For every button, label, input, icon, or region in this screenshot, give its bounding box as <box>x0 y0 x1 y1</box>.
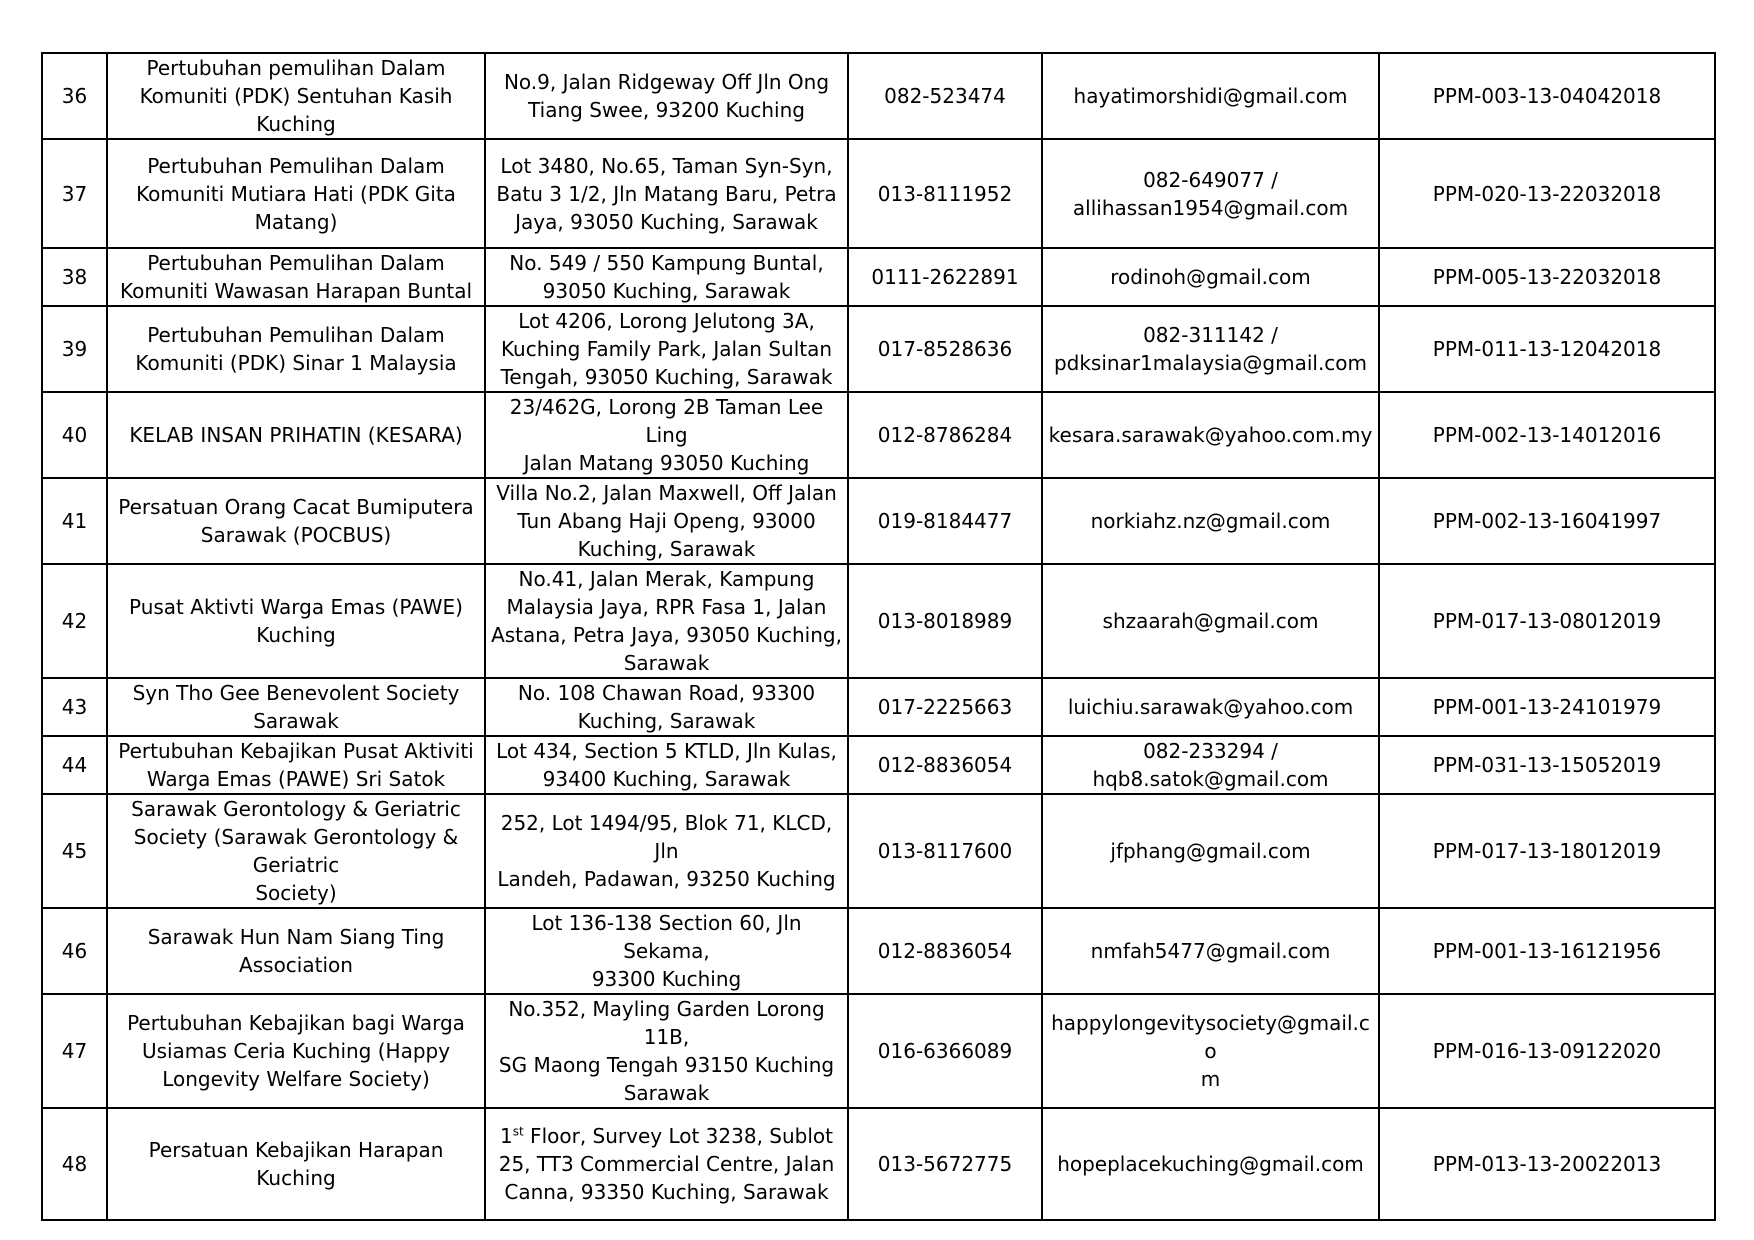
registration-number-cell: PPM-013-13-20022013 <box>1379 1108 1715 1220</box>
organization-name-line: Kuching <box>256 623 336 647</box>
email-cell <box>1042 908 1379 994</box>
organization-name-cell <box>107 994 485 1108</box>
address-line: SG Maong Tengah 93150 Kuching <box>498 1053 835 1077</box>
row-number-cell: 37 <box>42 139 107 248</box>
table-row <box>42 564 1715 678</box>
phone-cell: 082-523474 <box>848 53 1042 139</box>
address-line: 93050 Kuching, Sarawak <box>542 279 791 303</box>
phone-cell: 013-8117600 <box>848 794 1042 908</box>
address-line: Kuching, Sarawak <box>577 709 756 733</box>
address-line: 25, TT3 Commercial Centre, Jalan <box>498 1152 835 1176</box>
address-line: Kuching Family Park, Jalan Sultan <box>500 337 833 361</box>
registration-number-cell: PPM-020-13-22032018 <box>1379 139 1715 248</box>
organization-name-cell <box>107 478 485 564</box>
email-cell <box>1042 794 1379 908</box>
email-line: rodinoh@gmail.com <box>1110 265 1311 289</box>
address-line: Batu 3 1/2, Jln Matang Baru, Petra <box>496 181 837 206</box>
organization-name-line: Society (Sarawak Gerontology & <box>133 825 459 849</box>
table-row <box>42 678 1715 736</box>
row-number-cell: 46 <box>42 908 107 994</box>
address-line: Canna, 93350 Kuching, Sarawak <box>504 1180 829 1204</box>
organization-name-cell <box>107 564 485 678</box>
phone-cell: 013-8111952 <box>848 139 1042 248</box>
address-cell <box>485 1108 848 1220</box>
table-row <box>42 139 1715 248</box>
registration-number-cell: PPM-001-13-24101979 <box>1379 678 1715 736</box>
organization-name-line: Syn Tho Gee Benevolent Society <box>132 681 460 705</box>
address-line: Tengah, 93050 Kuching, Sarawak <box>500 365 833 389</box>
email-line: nmfah5477@gmail.com <box>1090 939 1331 963</box>
email-cell <box>1042 1108 1379 1220</box>
phone-cell: 017-8528636 <box>848 306 1042 392</box>
address-cell <box>485 564 848 678</box>
address-line: Lot 3480, No.65, Taman Syn-Syn, <box>500 153 833 178</box>
organization-name-line: Longevity Welfare Society) <box>162 1067 430 1091</box>
address-cell <box>485 478 848 564</box>
organization-name-cell <box>107 306 485 392</box>
registration-number-cell: PPM-011-13-12042018 <box>1379 306 1715 392</box>
organization-name-cell <box>107 248 485 306</box>
phone-cell: 012-8836054 <box>848 736 1042 794</box>
organization-name-line: Komuniti (PDK) Sentuhan Kasih <box>139 84 453 108</box>
address-line: Tiang Swee, 93200 Kuching <box>528 98 805 122</box>
email-cell <box>1042 564 1379 678</box>
organization-name-line: Komuniti (PDK) Sinar 1 Malaysia <box>135 351 457 375</box>
address-cell <box>485 678 848 736</box>
address-line: Landeh, Padawan, 93250 Kuching <box>497 867 836 891</box>
organization-name-line: Komuniti Wawasan Harapan Buntal <box>119 279 473 303</box>
address-line: No.352, Mayling Garden Lorong 11B, <box>508 997 825 1049</box>
address-line: Lot 434, Section 5 KTLD, Jln Kulas, <box>496 739 837 763</box>
address-line: 252, Lot 1494/95, Blok 71, KLCD, Jln <box>500 811 833 863</box>
email-line: pdksinar1malaysia@gmail.com <box>1053 351 1368 375</box>
phone-cell: 012-8836054 <box>848 908 1042 994</box>
row-number-cell: 41 <box>42 478 107 564</box>
registration-number-cell: PPM-017-13-18012019 <box>1379 794 1715 908</box>
organization-name-cell <box>107 908 485 994</box>
phone-cell: 019-8184477 <box>848 478 1042 564</box>
organization-name-line: Pertubuhan pemulihan Dalam <box>146 56 446 80</box>
organization-name-cell <box>107 1108 485 1220</box>
organization-name-line: Persatuan Orang Cacat Bumiputera <box>118 495 474 519</box>
organization-name-line: Geriatric <box>252 853 340 877</box>
organization-name-cell <box>107 139 485 248</box>
phone-cell: 0111-2622891 <box>848 248 1042 306</box>
address-line: Villa No.2, Jalan Maxwell, Off Jalan <box>496 481 837 505</box>
email-line: hqb8.satok@gmail.com <box>1092 767 1329 791</box>
row-number-cell: 43 <box>42 678 107 736</box>
address-cell <box>485 53 848 139</box>
row-number-cell: 39 <box>42 306 107 392</box>
organization-name-cell <box>107 392 485 478</box>
table-row <box>42 392 1715 478</box>
row-number-cell: 45 <box>42 794 107 908</box>
organization-name-line: Association <box>239 953 353 977</box>
row-number-cell: 36 <box>42 53 107 139</box>
registration-number-cell: PPM-002-13-14012016 <box>1379 392 1715 478</box>
address-cell <box>485 908 848 994</box>
email-line: 082-233294 / <box>1143 739 1278 763</box>
address-line <box>490 1122 843 1150</box>
organization-name-line: Kuching <box>256 112 336 136</box>
address-cell <box>485 794 848 908</box>
row-number-cell: 42 <box>42 564 107 678</box>
row-number-cell: 44 <box>42 736 107 794</box>
organization-name-cell <box>107 794 485 908</box>
email-line: jfphang@gmail.com <box>1110 839 1311 863</box>
table-row <box>42 53 1715 139</box>
row-number-cell: 47 <box>42 994 107 1108</box>
address-line: Sarawak <box>623 1081 710 1105</box>
address-line: Kuching, Sarawak <box>577 537 756 561</box>
email-cell <box>1042 53 1379 139</box>
address-line: 23/462G, Lorong 2B Taman Lee Ling <box>509 395 824 447</box>
organization-registry-table <box>41 52 1716 1221</box>
email-cell <box>1042 994 1379 1108</box>
email-line: hayatimorshidi@gmail.com <box>1073 84 1348 108</box>
address-line: Tun Abang Haji Openg, 93000 <box>517 509 816 533</box>
registration-number-cell: PPM-005-13-22032018 <box>1379 248 1715 306</box>
organization-name-line: Pertubuhan Kebajikan Pusat Aktiviti <box>118 739 474 763</box>
organization-name-line: Persatuan Kebajikan Harapan Kuching <box>148 1138 444 1190</box>
address-line: Astana, Petra Jaya, 93050 Kuching, <box>491 623 842 647</box>
phone-cell: 013-8018989 <box>848 564 1042 678</box>
email-line: shzaarah@gmail.com <box>1102 609 1319 633</box>
phone-cell: 012-8786284 <box>848 392 1042 478</box>
address-line: 93400 Kuching, Sarawak <box>542 767 791 791</box>
address-line: No. 108 Chawan Road, 93300 <box>517 681 816 705</box>
email-line: luichiu.sarawak@yahoo.com <box>1067 695 1354 719</box>
address-line: Jaya, 93050 Kuching, Sarawak <box>515 209 818 234</box>
organization-name-line: Komuniti Mutiara Hati (PDK Gita <box>136 181 456 206</box>
table-row <box>42 794 1715 908</box>
table-row <box>42 1108 1715 1220</box>
address-cell <box>485 392 848 478</box>
organization-name-line: Pertubuhan Pemulihan Dalam <box>147 323 445 347</box>
organization-name-line: Matang) <box>254 209 338 234</box>
phone-cell: 017-2225663 <box>848 678 1042 736</box>
email-cell <box>1042 139 1379 248</box>
address-line: No.9, Jalan Ridgeway Off Jln Ong <box>503 70 830 94</box>
address-line: No.41, Jalan Merak, Kampung <box>518 567 815 591</box>
email-cell <box>1042 478 1379 564</box>
table-row <box>42 248 1715 306</box>
address-cell <box>485 248 848 306</box>
address-cell <box>485 306 848 392</box>
registration-number-cell: PPM-001-13-16121956 <box>1379 908 1715 994</box>
address-line: Jalan Matang 93050 Kuching <box>523 451 810 475</box>
organization-name-cell <box>107 736 485 794</box>
address-cell <box>485 139 848 248</box>
organization-name-line: Usiamas Ceria Kuching (Happy <box>141 1039 451 1063</box>
table-row <box>42 478 1715 564</box>
table-body <box>42 53 1715 1220</box>
organization-name-line: Pertubuhan Pemulihan Dalam <box>147 153 445 178</box>
table-row <box>42 908 1715 994</box>
organization-name-line: KELAB INSAN PRIHATIN (KESARA) <box>129 423 463 447</box>
organization-name-line: Pertubuhan Pemulihan Dalam <box>147 251 445 275</box>
registration-number-cell: PPM-003-13-04042018 <box>1379 53 1715 139</box>
organization-name-line: Warga Emas (PAWE) Sri Satok <box>146 767 446 791</box>
address-line: No. 549 / 550 Kampung Buntal, <box>509 251 824 275</box>
table-row <box>42 736 1715 794</box>
email-line: kesara.sarawak@yahoo.com.my <box>1048 423 1373 447</box>
email-line: 082-649077 / <box>1143 167 1278 192</box>
organization-name-line: Pusat Aktivti Warga Emas (PAWE) <box>129 595 463 619</box>
phone-cell: 016-6366089 <box>848 994 1042 1108</box>
email-line: m <box>1200 1067 1221 1091</box>
organization-name-line: Sarawak <box>253 709 339 733</box>
address-floor-suffix: st <box>512 1124 524 1139</box>
address-line: Lot 136-138 Section 60, Jln Sekama, <box>531 911 802 963</box>
row-number-cell: 40 <box>42 392 107 478</box>
registration-number-cell: PPM-002-13-16041997 <box>1379 478 1715 564</box>
address-line: Malaysia Jaya, RPR Fasa 1, Jalan <box>506 595 827 619</box>
registration-number-cell: PPM-016-13-09122020 <box>1379 994 1715 1108</box>
organization-name-line: Sarawak Hun Nam Siang Ting <box>147 925 445 949</box>
email-line: 082-311142 / <box>1143 323 1278 347</box>
address-line: Sarawak <box>623 651 710 675</box>
registration-number-cell: PPM-031-13-15052019 <box>1379 736 1715 794</box>
phone-cell: 013-5672775 <box>848 1108 1042 1220</box>
email-cell <box>1042 736 1379 794</box>
email-line: hopeplacekuching@gmail.com <box>1057 1152 1364 1176</box>
email-line: allihassan1954@gmail.com <box>1072 195 1349 220</box>
organization-name-line: Sarawak Gerontology & Geriatric <box>131 797 461 821</box>
email-line: norkiahz.nz@gmail.com <box>1090 509 1331 533</box>
address-floor-number: 1 <box>500 1124 513 1148</box>
address-cell <box>485 736 848 794</box>
email-cell <box>1042 678 1379 736</box>
email-line: happylongevitysociety@gmail.co <box>1051 1011 1370 1063</box>
organization-name-cell <box>107 53 485 139</box>
organization-name-line: Sarawak (POCBUS) <box>200 523 392 547</box>
address-line: 93300 Kuching <box>591 967 742 991</box>
email-cell <box>1042 306 1379 392</box>
organization-name-cell <box>107 678 485 736</box>
row-number-cell: 38 <box>42 248 107 306</box>
registration-number-cell: PPM-017-13-08012019 <box>1379 564 1715 678</box>
registry-table-container <box>41 52 1714 1221</box>
table-row <box>42 994 1715 1108</box>
address-line: Lot 4206, Lorong Jelutong 3A, <box>518 309 815 333</box>
table-row <box>42 306 1715 392</box>
email-cell <box>1042 248 1379 306</box>
address-cell <box>485 994 848 1108</box>
organization-name-line: Pertubuhan Kebajikan bagi Warga <box>127 1011 465 1035</box>
address-line-rest: Floor, Survey Lot 3238, Sublot <box>523 1124 833 1148</box>
row-number-cell: 48 <box>42 1108 107 1220</box>
email-cell <box>1042 392 1379 478</box>
organization-name-line: Society) <box>255 881 337 905</box>
